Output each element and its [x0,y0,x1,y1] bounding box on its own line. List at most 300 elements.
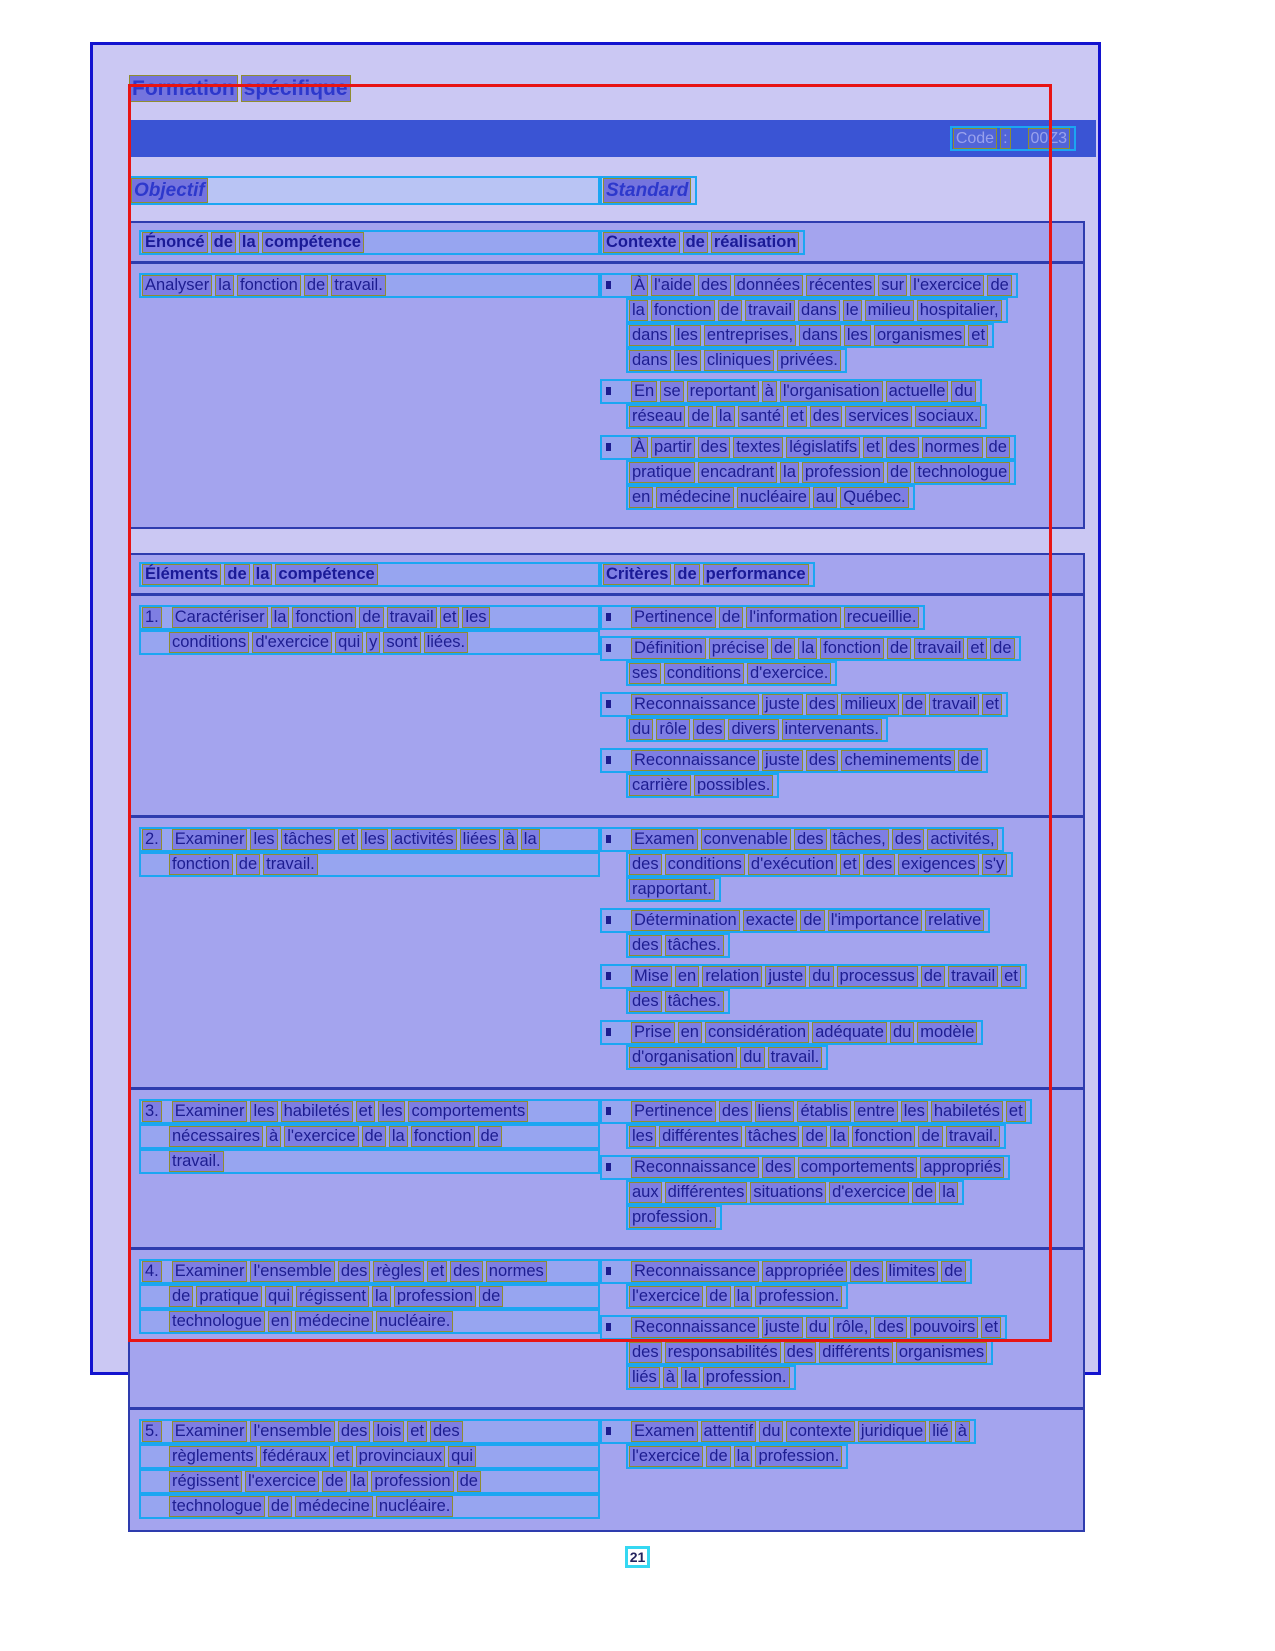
word-box: l'organisation [780,381,883,402]
page-title [128,75,355,102]
word-box: activités, [927,829,997,850]
word-box: de [236,854,260,875]
word-box: nucléaire. [376,1311,454,1332]
word-box: de [322,1471,346,1492]
word-box: Contexte [603,232,680,253]
word-box: des [806,694,839,715]
word-box: Pertinence [631,607,716,628]
word-box: 3. [142,1101,162,1122]
text-line [626,661,837,686]
text-line [626,1340,993,1365]
word-box: en [629,487,653,508]
word-box: de [169,1286,193,1307]
text-line [600,908,990,933]
word-box: situations [750,1182,826,1203]
word-box: des [693,719,726,740]
word-box: profession [394,1286,476,1307]
word-box: travail. [946,1126,1001,1147]
word-box: travail [745,300,795,321]
word-box: 00Z3 [1028,128,1070,149]
word-box: les [844,325,871,346]
word-box: différents [819,1342,893,1363]
word-box: cheminements [841,750,954,771]
word-box: actuelle [886,381,949,402]
word-box: adéquate [812,1022,887,1043]
table-row [130,1250,1083,1410]
bullet-icon [606,756,611,764]
bullet-item [600,692,1083,742]
word-box: travail [929,694,979,715]
text-line [626,1284,848,1309]
word-box: la [521,829,540,850]
word-box: le [843,300,862,321]
word-box: habiletés [931,1101,1003,1122]
word-box: la [372,1286,391,1307]
table-body [130,264,1083,527]
word-box: privées. [777,350,841,371]
word-box: législatifs [786,437,860,458]
word-box: Reconnaissance [631,1317,759,1338]
bullet-icon [606,1323,611,1331]
bullet-item [600,1155,1083,1230]
bullet-icon [606,700,611,708]
word-box: entre [854,1101,898,1122]
text-line [600,1419,976,1444]
word-box: Mise [631,966,672,987]
text-line [600,964,1027,989]
word-box: contexte [786,1421,854,1442]
word-box: les [901,1101,928,1122]
word-box: partir [651,437,695,458]
word-box: de [359,607,383,628]
word-box: modèle [917,1022,977,1043]
text-line [600,379,982,404]
word-box: convenable [701,829,791,850]
word-box: Examiner [172,829,248,850]
word-box: nucléaire. [376,1496,454,1517]
word-box: En [631,381,657,402]
word-box: de [457,1471,481,1492]
criteria-cell [600,1259,1083,1396]
word-box: à [663,1367,678,1388]
word-box: Reconnaissance [631,1157,759,1178]
word-box: organismes [874,325,965,346]
word-box: régissent [296,1286,369,1307]
word-box: réalisation [711,232,800,253]
text-line [139,605,600,630]
word-box: comportements [798,1157,918,1178]
word-box: régissent [169,1471,242,1492]
word-box: et [968,325,988,346]
text-line [600,748,988,773]
column-header [600,562,815,587]
word-box: l'information [746,607,840,628]
text-line [139,1124,600,1149]
header-cell-left [130,562,600,587]
text-line [626,460,1016,485]
word-box: récentes [806,275,875,296]
word-box: compétence [262,232,364,253]
word-box: milieux [841,694,898,715]
word-box: liés [629,1367,660,1388]
text-line [600,1020,983,1045]
table-row [130,596,1083,818]
code-band [128,120,1096,157]
word-box: des [698,275,731,296]
word-box: ses [629,663,661,684]
word-box: de [987,275,1011,296]
word-box: données [734,275,803,296]
word-box: en [678,1022,702,1043]
criteria-cell [600,273,1083,516]
bullet-icon [606,1163,611,1171]
word-box: des [892,829,925,850]
word-box: technologue [914,462,1010,483]
word-box: et [787,406,807,427]
table-row [130,264,1083,527]
text-line [626,323,994,348]
text-line [139,630,600,655]
element-cell [130,1259,600,1396]
word-box: des [810,406,843,427]
word-box: l'exercice [629,1446,703,1467]
word-box: sociaux. [915,406,982,427]
standard-header [600,176,1085,205]
word-box: qui [448,1446,476,1467]
word-box: hospitalier, [917,300,1002,321]
bullet-item [600,273,1083,373]
word-box: différentes [665,1182,748,1203]
word-box: profession [371,1471,453,1492]
code-line-host [950,126,1076,151]
text-line [626,1205,722,1230]
page-footer [0,1546,1275,1568]
word-box: tâches. [665,991,724,1012]
word-box: du [759,1421,783,1442]
word-box: travail [914,638,964,659]
word-box: et [1006,1101,1026,1122]
word-box: du [806,1317,830,1338]
word-box: s'y [982,854,1008,875]
word-box: Pertinence [631,1101,716,1122]
bullet-item [600,827,1083,902]
bullet-icon [606,387,611,395]
text-line [139,1469,600,1494]
word-box: des [806,750,839,771]
page-content [93,45,1098,1532]
word-box: de [990,638,1014,659]
bullet-icon [606,972,611,980]
bullet-icon [606,613,611,621]
word-box: de [478,1126,502,1147]
word-box: des [629,854,662,875]
bullet-item [600,636,1083,686]
word-box: profession. [755,1446,842,1467]
word-box: les [378,1101,405,1122]
text-line [626,404,987,429]
word-box: fonction [852,1126,916,1147]
word-box: d'exercice. [747,663,831,684]
word-box: la [734,1446,753,1467]
word-box: dans [629,325,671,346]
word-box: de [771,638,795,659]
word-box: de [224,564,249,585]
word-box: fonction [411,1126,475,1147]
word-box: à [503,829,518,850]
standard-label [600,176,697,205]
text-line [626,1045,828,1070]
word-box: profession. [703,1367,790,1388]
table-row [130,818,1083,1090]
bullet-icon [606,1107,611,1115]
text-line [139,1309,600,1334]
element-cell [130,1419,600,1519]
word-box: profession [802,462,884,483]
word-box: travail [387,607,437,628]
word-box: des [629,991,662,1012]
word-box: lois [373,1421,404,1442]
word-box: se [660,381,683,402]
word-box: Caractériser [172,607,268,628]
word-box: des [629,1342,662,1363]
element-cell [130,1099,600,1236]
word-box: possibles. [694,775,773,796]
word-box: provinciaux [356,1446,445,1467]
bullet-icon [606,1267,611,1275]
text-line [600,1155,1010,1180]
word-box: normes [922,437,983,458]
word-box: de [941,1261,965,1282]
word-box: d'exercice [252,632,332,653]
text-line [600,827,1004,852]
word-box: aux [629,1182,662,1203]
word-box: médecine [656,487,734,508]
word-box: l'aide [651,275,695,296]
word-box: services [845,406,912,427]
word-box: travail. [331,275,386,296]
word-box: y [366,632,380,653]
word-box: : [1000,128,1010,149]
word-box: organismes [896,1342,987,1363]
word-box: fonction [169,854,233,875]
word-box: à [762,381,777,402]
word-box: dans [629,350,671,371]
bullet-item [600,1419,1083,1469]
text-line [626,989,730,1014]
code-line [950,126,1076,151]
text-line [139,827,600,852]
word-box: travail [948,966,998,987]
word-box: les [674,325,701,346]
word-box: d'organisation [629,1047,737,1068]
word-box: Reconnaissance [631,694,759,715]
word-box: relation [702,966,762,987]
text-line [139,1444,600,1469]
section-headers [128,176,1085,205]
word-box: fonction [292,607,356,628]
word-box: règles [373,1261,424,1282]
word-box: et [840,854,860,875]
word-box: réseau [629,406,685,427]
word-box: travail. [263,854,318,875]
word-box: la [215,275,234,296]
word-box: recueillie. [844,607,920,628]
word-box: technologue [169,1311,265,1332]
word-box: de [706,1286,730,1307]
word-box: fonction [237,275,301,296]
table-body [130,596,1083,1530]
word-box: la [830,1126,849,1147]
word-box: du [740,1047,764,1068]
header-cell-left [130,230,600,255]
word-box: la [716,406,735,427]
word-box: intervenants. [782,719,882,740]
word-box: Énoncé [142,232,208,253]
word-box: la [253,564,273,585]
word-box: de [921,966,945,987]
element-cell [130,273,600,516]
word-box: juste [762,750,803,771]
word-box: juste [765,966,806,987]
word-box: Code [953,128,997,149]
bullet-item [600,379,1083,429]
word-box: des [719,1101,752,1122]
bullet-icon [606,1028,611,1036]
document-page [90,42,1101,1515]
bullet-item [600,1315,1083,1390]
bullet-item [600,1099,1083,1149]
text-line [139,1419,600,1444]
column-header [139,562,600,587]
word-box: médecine [295,1311,373,1332]
text-line [626,852,1013,877]
text-line [600,1259,972,1284]
text-line [626,348,847,373]
word-box: travail. [768,1047,823,1068]
word-box: les [361,829,388,850]
word-box: compétence [275,564,377,585]
word-box: normes [486,1261,547,1282]
word-box: et [967,638,987,659]
word-box: dans [799,325,841,346]
word-box: précise [709,638,768,659]
criteria-cell [600,1099,1083,1236]
text-line [626,933,730,958]
word-box: pratique [629,462,695,483]
word-box: performance [703,564,809,585]
word-box: Formation [129,75,238,102]
word-box: des [450,1261,483,1282]
text-line [139,1284,600,1309]
word-box: d'exercice [829,1182,909,1203]
word-box: en [268,1311,292,1332]
text-line [626,1365,796,1390]
word-box: l'exercice [910,275,984,296]
word-box: rapportant. [629,879,715,900]
word-box: les [250,1101,277,1122]
word-box: du [951,381,975,402]
word-box: relative [925,910,984,931]
word-box: et [407,1421,427,1442]
word-box: À [631,275,648,296]
word-box: l'ensemble [250,1261,334,1282]
word-box: fédéraux [260,1446,330,1467]
word-box: différentes [659,1126,742,1147]
word-box: de [304,275,328,296]
word-box: du [809,966,833,987]
word-box: des [698,437,731,458]
word-box: processus [837,966,918,987]
word-box: Examiner [172,1101,248,1122]
word-box: appropriés [920,1157,1004,1178]
competency-elements-table [128,553,1085,1532]
word-box: des [338,1421,371,1442]
word-box: et [338,829,358,850]
bullet-icon [606,1427,611,1435]
word-box: la [939,1182,958,1203]
word-box: médecine [295,1496,373,1517]
word-box: la [629,300,648,321]
text-line [139,273,600,298]
word-box: responsabilités [665,1342,781,1363]
text-line [600,1315,1007,1340]
word-box: 2. [142,829,162,850]
word-box: tâches [745,1126,800,1147]
competency-statement-table [128,221,1085,529]
word-box: qui [335,632,363,653]
word-box: considération [705,1022,809,1043]
word-box: les [462,607,489,628]
bullet-icon [606,443,611,451]
bullet-icon [606,916,611,924]
word-box: établis [797,1101,851,1122]
word-box: de [688,406,712,427]
word-box: comportements [408,1101,528,1122]
word-box: et [1001,966,1021,987]
word-box: rôle [656,719,690,740]
word-box: sur [878,275,907,296]
word-box: juste [762,694,803,715]
word-box: attentif [701,1421,757,1442]
word-box: règlements [169,1446,257,1467]
word-box: liens [755,1101,795,1122]
text-line [139,1099,600,1124]
text-line [600,1099,1032,1124]
bullet-item [600,1259,1083,1309]
word-box: l'exercice [629,1286,703,1307]
text-line [626,1444,848,1469]
word-box: spécifique [241,75,351,102]
word-box: des [874,1317,907,1338]
word-box: de [719,607,743,628]
element-cell [130,605,600,804]
word-box: les [629,1126,656,1147]
bullet-item [600,748,1083,798]
word-box: Détermination [631,910,740,931]
text-line [626,1180,964,1205]
criteria-cell [600,605,1083,804]
word-box: des [629,935,662,956]
text-line [600,273,1018,298]
word-box: carrière [629,775,691,796]
word-box: l'exercice [284,1126,358,1147]
bullet-item [600,1020,1083,1070]
word-box: de [211,232,236,253]
table-row [130,1410,1083,1530]
criteria-cell [600,1419,1083,1519]
word-box: Prise [631,1022,675,1043]
word-box: de [802,1126,826,1147]
